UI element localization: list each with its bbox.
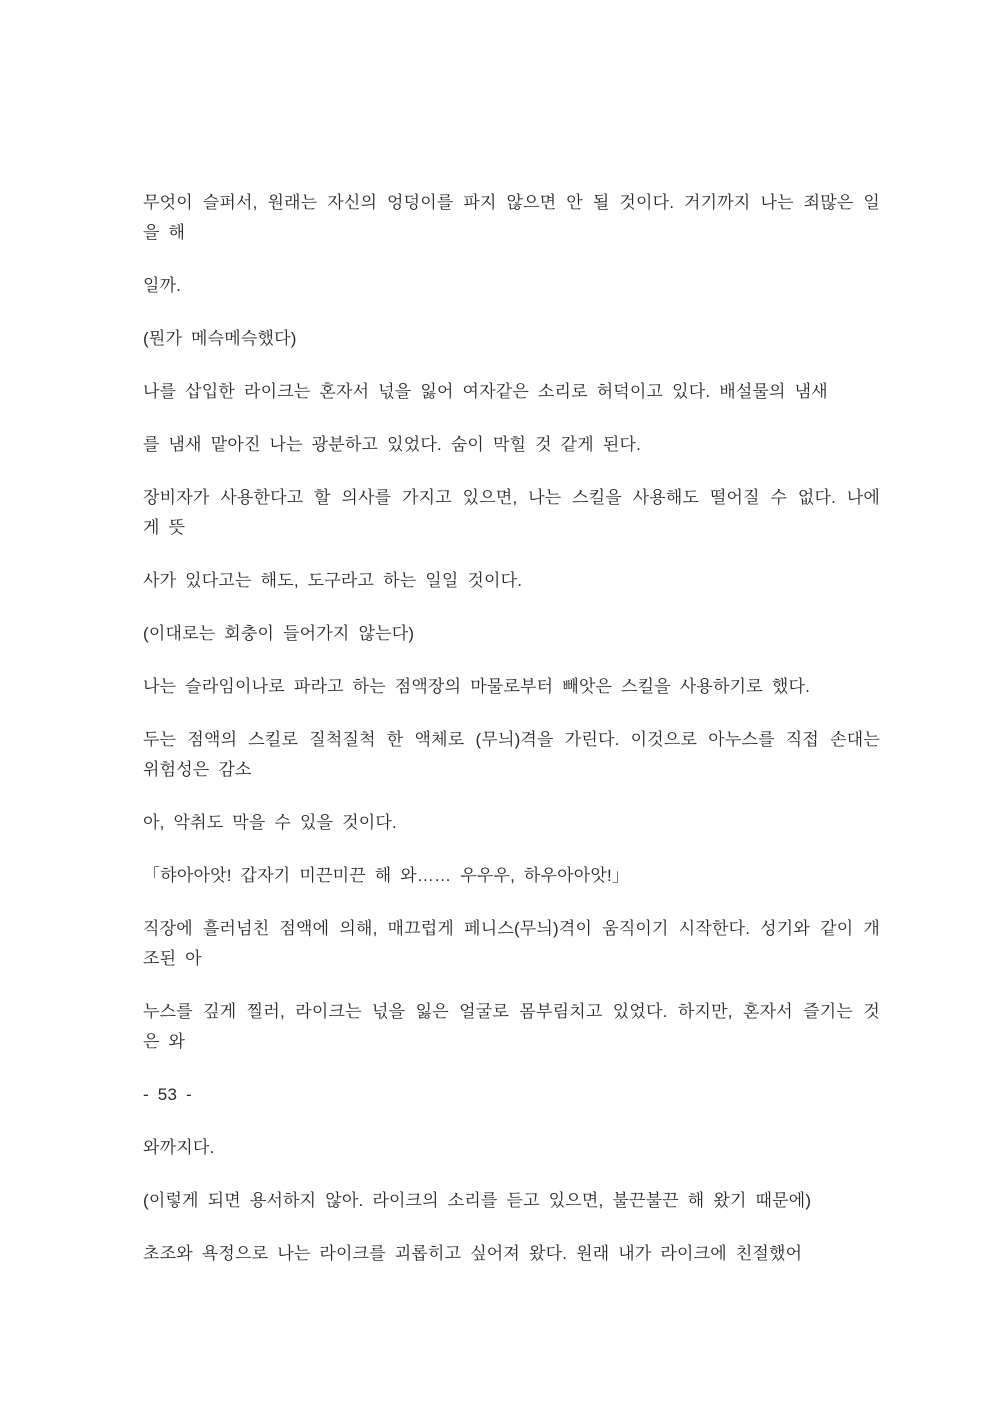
paragraph	[143, 1186, 880, 1216]
paragraph	[143, 430, 880, 460]
text-line: 조된 아	[143, 949, 202, 968]
paragraph	[143, 725, 880, 785]
text-line: 두는 점액의 스킬로 질척질척 한 액체로 (무늬)격을 가린다. 이것으로 아누스를 직접 손대는	[143, 730, 880, 749]
paragraph	[143, 377, 880, 407]
text-line: 를 냄새 맡아진 나는 광분하고 있었다. 숨이 막힐 것 같게 된다.	[143, 435, 642, 454]
text-line: 사가 있다고는 해도, 도구라고 하는 일일 것이다.	[143, 571, 523, 590]
text-line: 「햐아아앗! 갑자기 미끈미끈 해 와…… 우우우, 하우아아앗!」	[143, 866, 630, 885]
page-number-text: - 53 -	[143, 1085, 192, 1104]
paragraph	[143, 997, 880, 1057]
text-line: (이대로는 회충이 들어가지 않는다)	[143, 624, 415, 643]
paragraph	[143, 188, 880, 248]
text-line: 은 와	[143, 1032, 186, 1051]
paragraph	[143, 619, 880, 649]
text-line: 나를 삽입한 라이크는 혼자서 넋을 잃어 여자같은 소리로 허덕이고 있다. 배설물의 냄새	[143, 382, 828, 401]
text-line: 위험성은 감소	[143, 760, 252, 779]
text-line: 와까지다.	[143, 1138, 215, 1157]
text-line: 나는 슬라임이나로 파라고 하는 점액장의 마물로부터 빼앗은 스킬을 사용하기로 했다.	[143, 677, 811, 696]
text-line: 누스를 깊게 찔러, 라이크는 넋을 잃은 얼굴로 몸부림치고 있었다. 하지만, 혼자서 즐기는 것	[143, 1002, 880, 1021]
text-line: 일까.	[143, 276, 182, 295]
text-line: 직장에 흘러넘친 점액에 의해, 매끄럽게 페니스(무늬)격이 움직이기 시작한다. 성기와 같이 개	[143, 919, 880, 938]
paragraph	[143, 672, 880, 702]
document-text-body	[143, 188, 880, 1269]
text-line: 장비자가 사용한다고 할 의사를 가지고 있으면, 나는 스킬을 사용해도 떨어질 수 없다. 나에	[143, 488, 880, 507]
paragraph	[143, 808, 880, 838]
paragraph	[143, 271, 880, 301]
text-line: 게 뜻	[143, 518, 186, 537]
text-line: 무엇이 슬퍼서, 원래는 자신의 엉덩이를 파지 않으면 안 될 것이다. 거기까지 나는 죄많은 일	[143, 193, 880, 212]
paragraph	[143, 566, 880, 596]
paragraph	[143, 1239, 880, 1269]
paragraph	[143, 483, 880, 543]
paragraph	[143, 1133, 880, 1163]
text-line: 을 해	[143, 223, 186, 242]
paragraph	[143, 914, 880, 974]
paragraph	[143, 861, 880, 891]
text-line: 아, 악취도 막을 수 있을 것이다.	[143, 813, 397, 832]
paragraph	[143, 324, 880, 354]
text-line: (이렇게 되면 용서하지 않아. 라이크의 소리를 듣고 있으면, 불끈불끈 해 왔기 때문에)	[143, 1191, 812, 1210]
text-line: (뭔가 메슥메슥했다)	[143, 329, 297, 348]
text-line: 초조와 욕정으로 나는 라이크를 괴롭히고 싶어져 왔다. 원래 내가 라이크에 친절했어	[143, 1244, 803, 1263]
page-number	[143, 1080, 880, 1110]
